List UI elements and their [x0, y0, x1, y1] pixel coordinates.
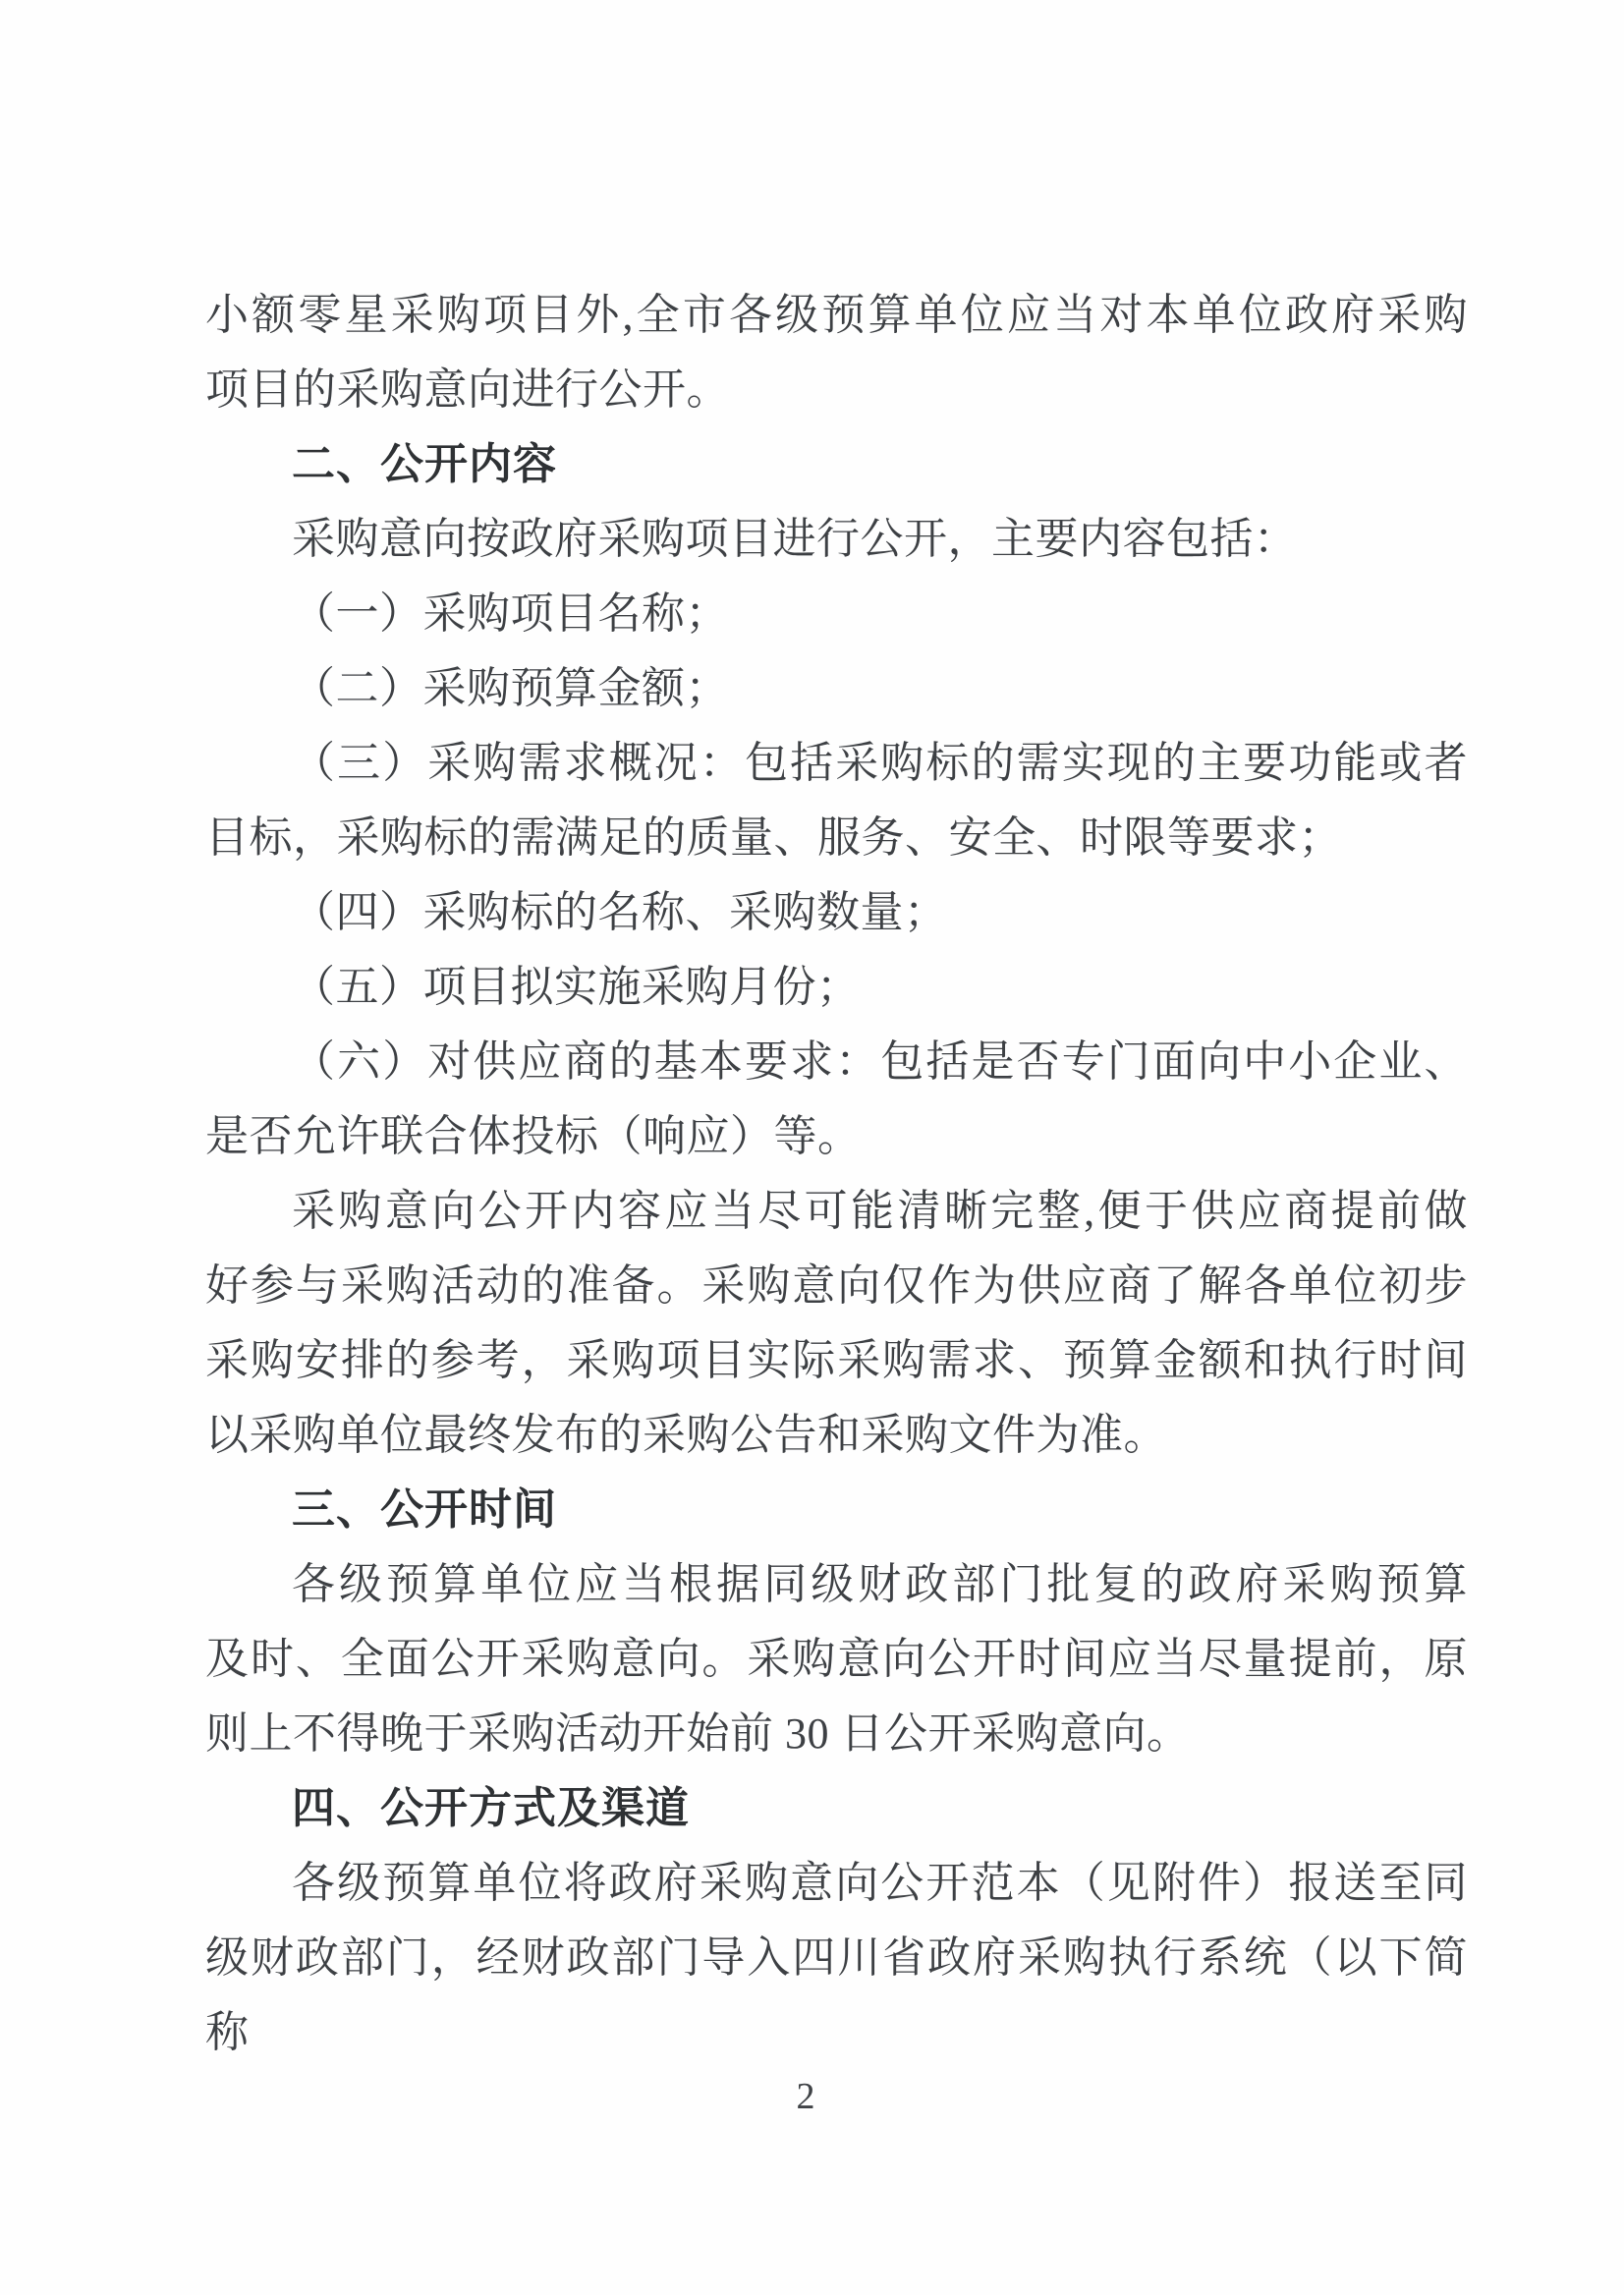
list-item-5: （五）项目拟实施采购月份；	[292, 963, 861, 1011]
para-clarity-end: 以采购单位最终发布的采购公告和采购文件为准。	[205, 1411, 1167, 1459]
para-clarity-line-3: 采购安排的参考，采购项目实际采购需求、预算金额和执行时间	[205, 1336, 1468, 1384]
list-item-3-line-1: （三）采购需求概况：包括采购标的需实现的主要功能或者	[292, 739, 1468, 787]
para-intro-line: 小额零星采购项目外,全市各级预算单位应当对本单位政府采购	[205, 291, 1468, 339]
para-clarity-line-2: 好参与采购活动的准备。采购意向仅作为供应商了解各单位初步	[205, 1261, 1468, 1310]
heading-public-method: 四、公开方式及渠道	[292, 1784, 690, 1832]
para-clarity-line-1: 采购意向公开内容应当尽可能清晰完整,便于供应商提前做	[292, 1187, 1468, 1235]
list-item-1: （一）采购项目名称；	[292, 589, 729, 638]
heading-public-time: 三、公开时间	[292, 1485, 557, 1534]
list-item-6-line-1: （六）对供应商的基本要求：包括是否专门面向中小企业、	[292, 1037, 1468, 1086]
para-time-end: 则上不得晚于采购活动开始前 30 日公开采购意向。	[205, 1709, 1191, 1758]
list-item-4: （四）采购标的名称、采购数量；	[292, 888, 948, 936]
list-item-6-line-2: 是否允许联合体投标（响应）等。	[205, 1112, 862, 1160]
document-text-block	[205, 278, 1468, 2056]
para-time-line-1: 各级预算单位应当根据同级财政部门批复的政府采购预算	[292, 1560, 1468, 1608]
page-number: 2	[796, 2076, 815, 2117]
para-intro-end: 项目的采购意向进行公开。	[205, 365, 730, 414]
list-item-2: （二）采购预算金额；	[292, 664, 729, 712]
para-method-line-1: 各级预算单位将政府采购意向公开范本（见附件）报送至同	[292, 1859, 1468, 1907]
para-content-intro: 采购意向按政府采购项目进行公开，主要内容包括：	[292, 515, 1298, 563]
list-item-3-line-2: 目标，采购标的需满足的质量、服务、安全、时限等要求；	[205, 813, 1342, 862]
heading-public-content: 二、公开内容	[292, 440, 557, 488]
para-method-line-2: 级财政部门，经财政部门导入四川省政府采购执行系统（以下简称	[205, 1933, 1468, 2056]
para-time-line-2: 及时、全面公开采购意向。采购意向公开时间应当尽量提前，原	[205, 1635, 1468, 1683]
